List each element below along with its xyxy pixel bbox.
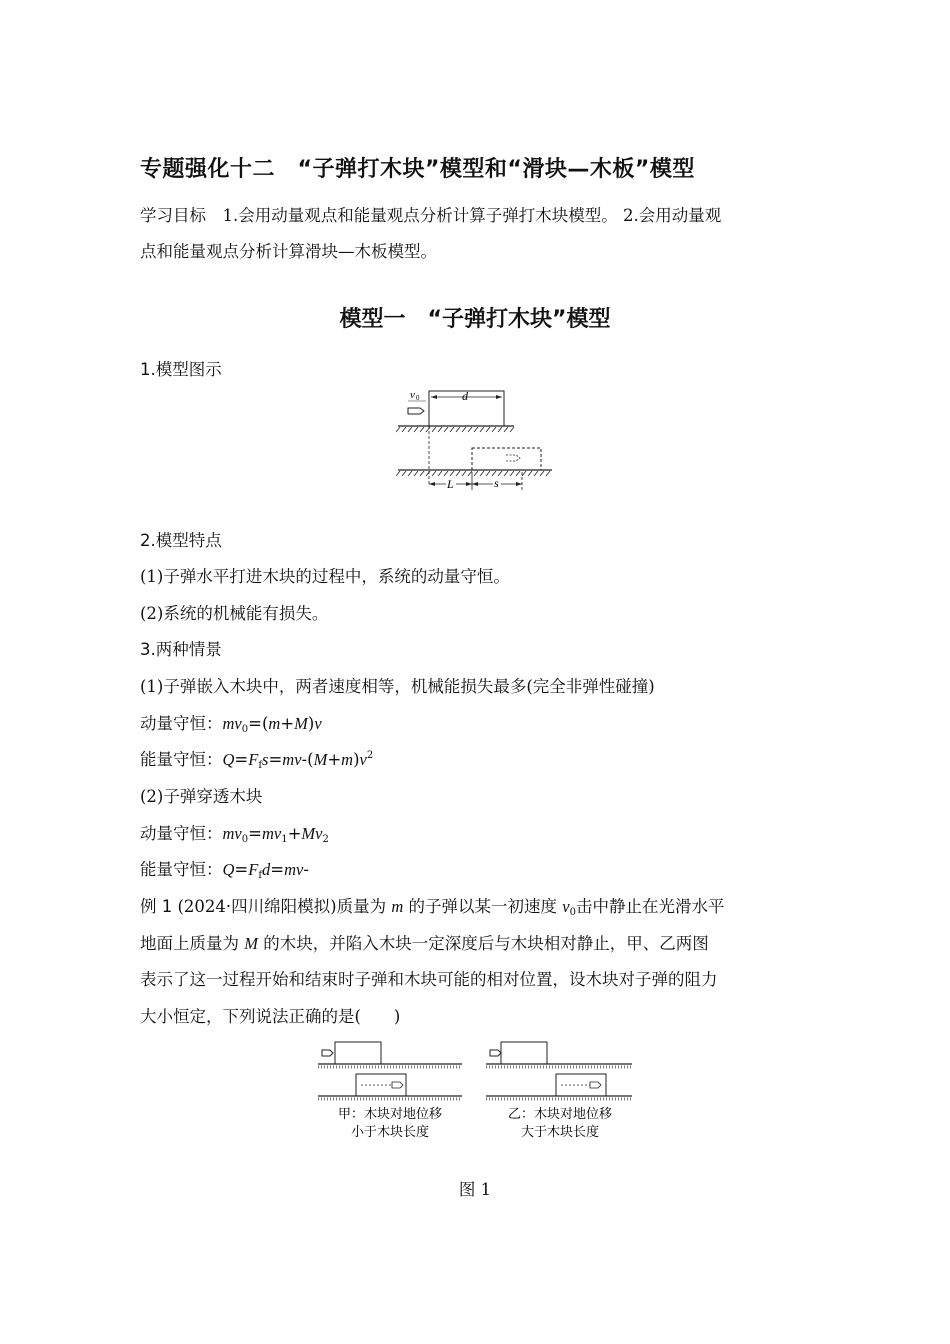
heading-two-cases: 3.两种情景	[140, 640, 222, 659]
v0-label: v	[410, 389, 415, 401]
feature-2: (2)系统的机械能有损失。	[140, 604, 329, 623]
figure-yi-caption-1: 乙：木块对地位移	[507, 1107, 613, 1122]
bullet-icon	[490, 1050, 501, 1056]
case2-energy-equation: 能量守恒：$Q=F_fd=mv-$	[140, 860, 309, 881]
bullet-icon	[322, 1050, 333, 1056]
s-label: s	[494, 476, 499, 490]
v0-label-sub: 0	[416, 394, 420, 402]
case2-momentum-equation: 动量守恒：$mv_0=mv_1+Mv_2$	[140, 824, 329, 845]
figure-jia-caption-2: 小于木块长度	[350, 1125, 430, 1140]
figure-jia	[318, 1042, 462, 1140]
bullet-icon	[408, 408, 424, 414]
learning-goals-line-1: 学习目标 1.会用动量观点和能量观点分析计算子弹打木块模型。 2.会用动量观	[140, 206, 722, 225]
embedded-bullet-icon	[392, 1082, 403, 1088]
feature-1: (1)子弹水平打进木块的过程中，系统的动量守恒。	[140, 567, 510, 586]
example-1-line-3: 表示了这一过程开始和结束时子弹和木块可能的相对位置，设木块对子弹的阻力	[140, 970, 718, 989]
case-1: (1)子弹嵌入木块中，两者速度相等，机械能损失最多(完全非弹性碰撞)	[140, 677, 655, 696]
block-final	[472, 448, 541, 470]
page-title: 专题强化十二 “子弹打木块”模型和“滑块—木板”模型	[140, 157, 695, 182]
section-title: 模型一 “子弹打木块”模型	[339, 307, 611, 332]
figure-jia-caption-1: 甲：木块对地位移	[337, 1107, 443, 1122]
heading-model-features: 2.模型特点	[140, 531, 222, 550]
case-2: (2)子弹穿透木块	[140, 787, 263, 806]
figure-1-caption: 图 1	[458, 1180, 492, 1199]
figure-yi	[486, 1042, 632, 1140]
example-1-line-4: 大小恒定，下列说法正确的是( )	[140, 1007, 401, 1026]
figure-yi-caption-2: 大于木块长度	[520, 1125, 600, 1140]
embedded-bullet-icon	[506, 455, 520, 461]
d-label: d	[462, 389, 468, 403]
L-label: L	[447, 477, 454, 491]
learning-goals-line-2: 点和能量观点分析计算滑块—木板模型。	[140, 242, 437, 261]
example-1-line-2: 地面上质量为 M 的木块，并陷入木块一定深度后与木块相对静止，甲、乙两图	[140, 934, 709, 953]
case1-energy-equation: 能量守恒：$Q=F_fs=mv-(M+m)v^2$	[140, 750, 374, 771]
figure-1	[316, 1038, 636, 1148]
bullet-block-diagram	[396, 386, 558, 492]
case1-momentum-equation: 动量守恒：$mv_0=(m+M)v$	[140, 714, 322, 735]
heading-model-diagram: 1.模型图示	[140, 360, 222, 379]
embedded-bullet-icon	[590, 1082, 601, 1088]
example-1-line-1: 例 1 (2024·四川绵阳模拟)质量为 m 的子弹以某一初速度 $v_0$击中静止在光滑水平	[140, 897, 725, 918]
